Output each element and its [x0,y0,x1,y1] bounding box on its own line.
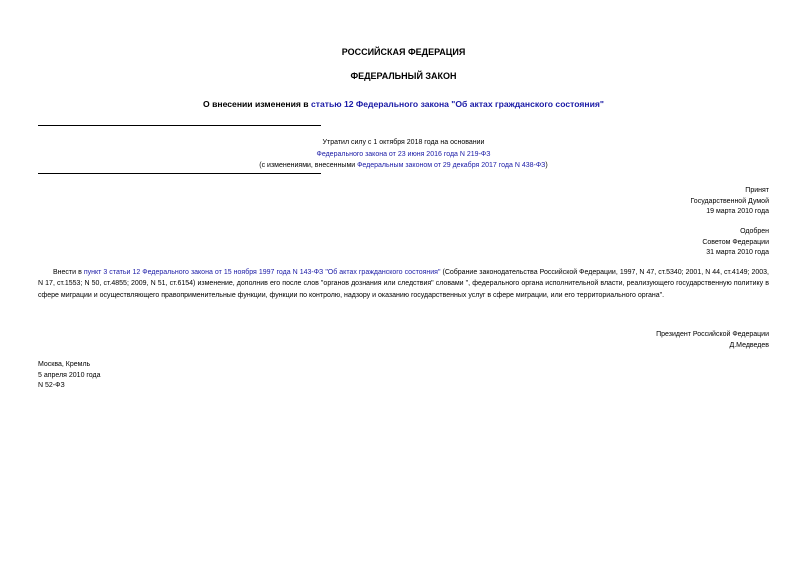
status-line-2 [0,149,807,161]
signature-block [656,330,769,351]
bottom-divider [38,173,321,174]
top-divider [38,125,321,126]
law-body-paragraph [38,267,769,301]
approved-label: Одобрен [740,228,769,235]
status-line-1: Утратил силу с 1 октября 2018 года на основании [322,139,485,146]
amended-law-link[interactable]: пункт 3 статьи 12 Федерального закона от 15 ноября 1997 года N 143-ФЗ "Об актах гражданского состояния" [83,269,441,276]
accepted-label: Принят [745,187,769,194]
signatory-position: Президент Российской Федерации [656,331,769,338]
status-line-3 [0,160,807,172]
status-line-3-suffix: ) [545,162,548,169]
approved-body: Советом Федерации [702,238,769,246]
repeal-law-link[interactable]: Федерального закона от 23 июня 2016 года N 219-ФЗ [316,150,491,158]
country-heading: РОССИЙСКАЯ ФЕДЕРАЦИЯ [341,47,466,57]
accepted-body: Государственной Думой [690,197,769,205]
amendment-law-link[interactable]: Федеральным законом от 29 декабря 2017 года N 438-ФЗ [357,162,546,169]
law-title [0,99,807,111]
body-prefix: Внести в [53,269,84,276]
signatory-name: Д.Медведев [729,341,769,349]
place-date-block [38,360,101,392]
approved-block [702,227,769,259]
accepted-date: 19 марта 2010 года [706,208,769,215]
signing-place: Москва, Кремль [38,361,91,368]
law-title-prefix: О внесении изменения в [203,99,311,109]
status-line-3-prefix: (с изменениями, внесенными [259,162,358,169]
law-title-link[interactable]: статью 12 Федерального закона "Об актах гражданского состояния" [310,99,604,109]
signing-date: 5 апреля 2010 года [38,371,101,379]
approved-date: 31 марта 2010 года [706,249,769,256]
law-number: N 52-ФЗ [38,382,65,389]
doc-type-heading: ФЕДЕРАЛЬНЫЙ ЗАКОН [350,71,457,81]
body-text: (Собрание законодательства Российской Федерации, 1997, N 47, ст.5340; 2001, N 44, ст.4149; 2003, N 17, ст.1553; N 50, ст.4855; 2009, N 51, ст.6154) изменение, дополнив его после слов "органов дознания или следствия" словами ", федерального органа исполнительной власти, реализующего государственную политику в сфере миграции и осуществляющего правоприменительные функции, функции по контролю, надзору и оказанию государственных услуг в сфере миграции, или его территориального органа". [38,269,770,299]
accepted-block [690,186,769,218]
